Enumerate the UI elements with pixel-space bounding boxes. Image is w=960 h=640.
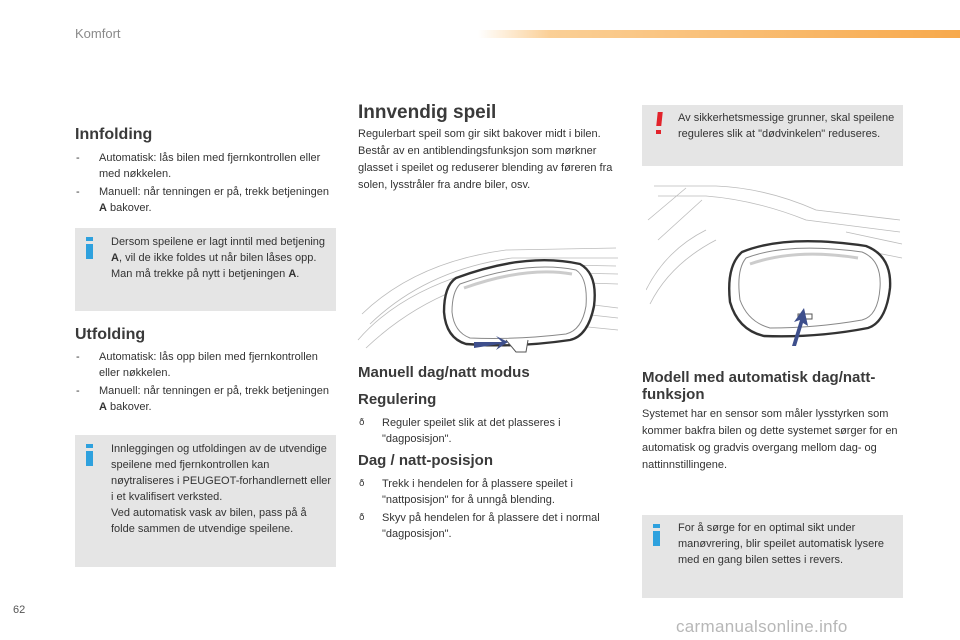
innfolding-list bbox=[75, 150, 330, 218]
auto-mode-text: Systemet har en sensor som måler lysstyrken som kommer bakfra bilen og dette systemet sørger for en automatisk og gradvis overgang mellom dag- og nattinnstillingene. bbox=[642, 408, 898, 471]
info-note-folding bbox=[75, 228, 336, 311]
watermark: carmanualsonline.info bbox=[676, 617, 848, 636]
list-item: - Manuell: når tenningen er på, trekk betjeningen A bakover. bbox=[75, 184, 330, 216]
note-text: For å sørge for en optimal sikt under manøvrering, blir speilet automatisk lysere med en gang bilen settes i revers. bbox=[678, 522, 885, 566]
list-item: - Automatisk: lås bilen med fjernkontrollen eller med nøkkelen. bbox=[75, 150, 330, 182]
list-item: ð Reguler speilet slik at det plasseres i "dagposisjon". bbox=[358, 415, 603, 447]
note-text: Innleggingen og utfoldingen av de utvendige speilene med fjernkontrollen kan nøytraliseres i PEUGEOT-forhandlernett eller i et kvalifisert verksted. Ved automatisk vask av bilen, pass på å folde sammen de utvendige speilene. bbox=[111, 443, 332, 535]
list-item: - Manuell: når tenningen er på, trekk betjeningen A bakover. bbox=[75, 383, 330, 415]
auto-mode-title: Modell med automatisk dag/natt-funksjon bbox=[642, 369, 876, 403]
utfolding-list bbox=[75, 349, 330, 417]
manual-mode-title: Manuell dag/natt modus bbox=[358, 364, 530, 381]
info-icon bbox=[86, 237, 94, 259]
auto-mirror-illustration bbox=[646, 180, 906, 350]
page-number: 62 bbox=[13, 604, 26, 616]
innfolding-title: Innfolding bbox=[75, 126, 153, 143]
regulering-title: Regulering bbox=[358, 391, 437, 408]
info-note-reverse bbox=[642, 515, 903, 598]
intro-paragraph: Består av en antiblendingsfunksjon som mørkner glasset i speilet og reduserer blending av føreren fra solen, lysstråler fra andre biler, osv. bbox=[358, 145, 613, 191]
section-label: Komfort bbox=[75, 26, 121, 41]
dag-natt-list bbox=[358, 476, 603, 544]
info-note-remote bbox=[75, 435, 336, 567]
list-item: ð Skyv på hendelen for å plassere det i normal "dagposisjon". bbox=[358, 510, 603, 542]
warning-note bbox=[642, 105, 903, 166]
interior-mirror-illustration bbox=[356, 244, 622, 354]
intro-paragraph: Regulerbart speil som gir sikt bakover midt i bilen. bbox=[358, 128, 601, 140]
note-text: Dersom speilene er lagt inntil med betjening A, vil de ikke foldes ut når bilen låses opp. Man må trekke på nytt i betjeningen A. bbox=[111, 236, 326, 280]
regulering-list bbox=[358, 415, 603, 449]
header-accent-bar bbox=[478, 30, 960, 38]
warning-text: Av sikkerhetsmessige grunner, skal speilene reguleres slik at "dødvinkelen" reduseres. bbox=[678, 112, 895, 140]
list-item: ð Trekk i hendelen for å plassere speilet i "nattposisjon" for å unngå blending. bbox=[358, 476, 603, 508]
dag-natt-title: Dag / natt-posisjon bbox=[358, 452, 493, 469]
info-icon bbox=[86, 444, 94, 466]
utfolding-title: Utfolding bbox=[75, 326, 146, 343]
intro-text bbox=[358, 126, 620, 194]
info-icon bbox=[653, 524, 661, 546]
innvendig-speil-title: Innvendig speil bbox=[358, 102, 497, 123]
warning-icon bbox=[657, 112, 665, 134]
list-item: - Automatisk: lås opp bilen med fjernkontrollen eller nøkkelen. bbox=[75, 349, 330, 381]
